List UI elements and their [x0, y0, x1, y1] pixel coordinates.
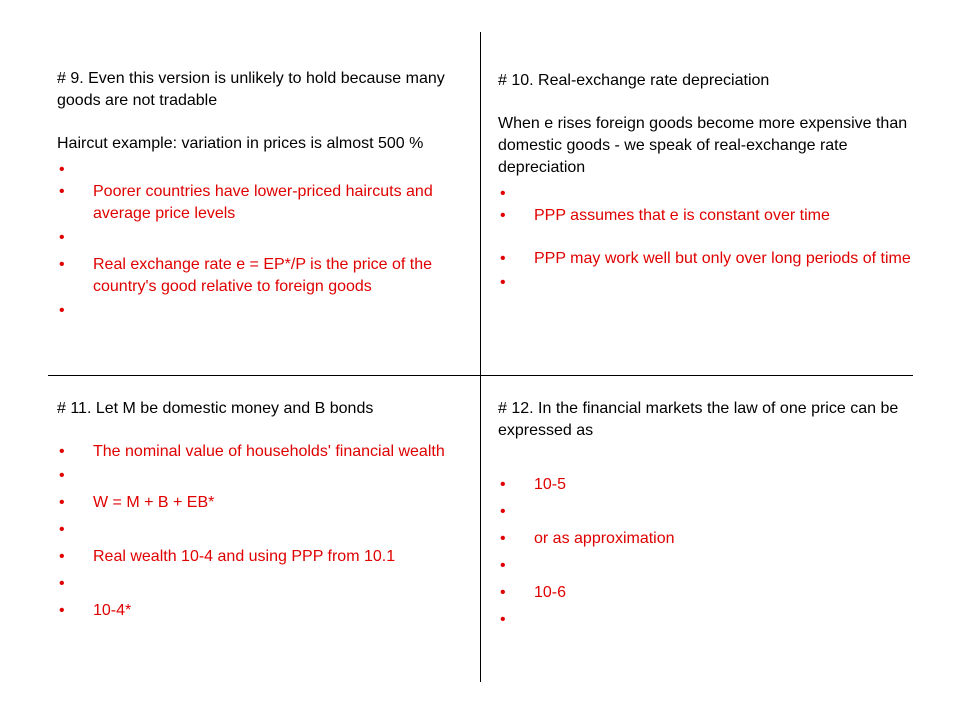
list-item	[57, 300, 467, 322]
bullet-icon: •	[500, 185, 506, 202]
quadrant-11	[57, 398, 467, 622]
list-item	[498, 183, 938, 205]
quadrant-10-paragraph: When e rises foreign goods become more expensive than domestic goods - we speak of real-exchange rate depreciation	[498, 115, 908, 176]
bullet-icon: •	[59, 256, 65, 273]
list-item: • Real wealth 10-4 and using PPP from 10.1	[57, 546, 467, 568]
list-item: • 10-6	[498, 582, 908, 604]
list-item	[498, 501, 908, 523]
bullet-icon: •	[500, 207, 506, 224]
bullet-icon: •	[500, 274, 506, 291]
bullet-icon: •	[59, 494, 65, 511]
quadrant-10-bullet-list	[498, 183, 938, 294]
quadrant-9	[57, 68, 467, 322]
bullet-icon: •	[59, 161, 65, 178]
vertical-divider	[480, 32, 481, 682]
quadrant-11-title: # 11. Let M be domestic money and B bonds	[57, 400, 374, 417]
quadrant-12-bullet-list	[498, 474, 908, 631]
quadrant-9-paragraph: Haircut example: variation in prices is almost 500 %	[57, 135, 424, 152]
list-item: • 10-5	[498, 474, 908, 496]
list-item: • 10-4*	[57, 600, 467, 622]
list-item	[498, 609, 908, 631]
horizontal-divider	[48, 375, 913, 376]
bullet-icon: •	[59, 575, 65, 592]
quadrant-11-bullet-list	[57, 441, 467, 622]
list-item: • or as approximation	[498, 528, 908, 550]
list-item	[57, 573, 467, 595]
list-item: • The nominal value of households' financial wealth	[57, 441, 467, 463]
bullet-icon: •	[500, 476, 506, 493]
bullet-icon: •	[500, 584, 506, 601]
quadrant-12	[498, 398, 908, 631]
list-item: • Real exchange rate e = EP*/P is the price of the country's good relative to foreign goods	[59, 256, 433, 295]
bullet-icon: •	[59, 302, 65, 319]
list-item	[498, 272, 938, 294]
list-item: • W = M + B + EB*	[57, 492, 467, 514]
quadrant-10	[498, 70, 938, 294]
quadrant-9-title: # 9. Even this version is unlikely to hold because many goods are not tradable	[57, 70, 445, 109]
list-item: • Poorer countries have lower-priced haircuts and average price levels	[59, 183, 433, 222]
bullet-icon: •	[500, 250, 506, 267]
bullet-icon: •	[59, 521, 65, 538]
list-item	[57, 519, 467, 541]
quadrant-9-bullet-list	[57, 159, 467, 322]
bullet-icon: •	[500, 530, 506, 547]
quadrant-10-title: # 10. Real-exchange rate depreciation	[498, 72, 770, 89]
list-item	[498, 555, 908, 577]
bullet-icon: •	[59, 443, 65, 460]
bullet-icon: •	[500, 503, 506, 520]
list-item	[57, 159, 467, 181]
bullet-icon: •	[59, 548, 65, 565]
bullet-icon: •	[59, 229, 65, 246]
list-item	[57, 227, 467, 249]
list-item	[57, 465, 467, 487]
bullet-icon: •	[59, 183, 65, 200]
bullet-icon: •	[500, 557, 506, 574]
bullet-icon: •	[59, 467, 65, 484]
list-item: • PPP assumes that e is constant over time	[498, 205, 938, 227]
bullet-icon: •	[59, 602, 65, 619]
list-item: • PPP may work well but only over long periods of time	[498, 248, 938, 270]
quadrant-12-title: # 12. In the financial markets the law of one price can be expressed as	[498, 400, 899, 439]
bullet-icon: •	[500, 611, 506, 628]
